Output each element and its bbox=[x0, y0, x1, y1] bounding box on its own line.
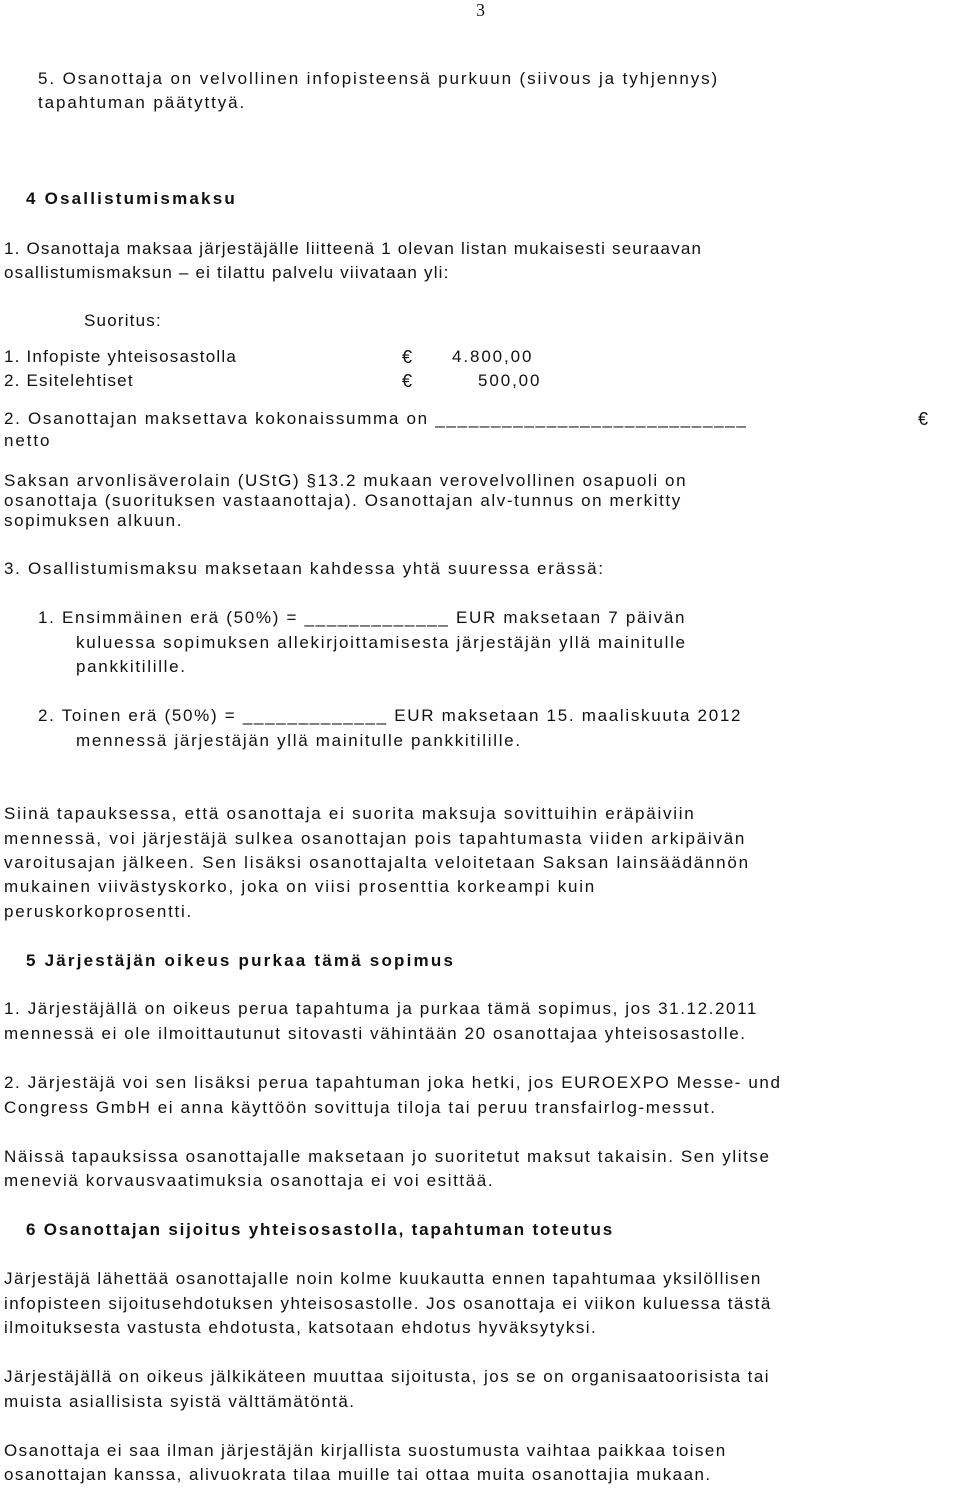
item5-line1: 5. Osanottaja on velvollinen infopisteensä purkuun (siivous ja tyhjennys) bbox=[38, 69, 720, 88]
sec6-p1-line1: Järjestäjä lähettää osanottajalle noin kolme kuukautta ennen tapahtumaa yksilöllisen bbox=[4, 1269, 762, 1288]
installment1-line2: kuluessa sopimuksen allekirjoittamisesta järjestäjän yllä mainitulle bbox=[76, 633, 687, 652]
vat-line3: sopimuksen alkuun. bbox=[4, 511, 184, 530]
late-payment-line2: mennessä, voi järjestäjä sulkea osanottajan pois tapahtumasta viiden arkipäivän bbox=[4, 829, 747, 848]
vat-line2: osanottaja (suorituksen vastaanottaja). Osanottajan alv-tunnus on merkitty bbox=[4, 491, 682, 510]
sec4-item1-line1: 1. Osanottaja maksaa järjestäjälle liitteenä 1 olevan listan mukaisesti seuraavan bbox=[4, 239, 703, 258]
sec5-p1-line2: mennessä ei ole ilmoittautunut sitovasti vähintään 20 osanottajaa yhteisosastolle. bbox=[4, 1024, 747, 1043]
total-netto: netto bbox=[4, 431, 52, 450]
sec6-p1-line3: ilmoituksesta vastusta ehdotusta, katsotaan ehdotus hyväksytyksi. bbox=[4, 1318, 598, 1337]
total-sum-line: 2. Osanottajan maksettava kokonaissumma on ____________________________ bbox=[4, 409, 748, 428]
vat-line1: Saksan arvonlisäverolain (UStG) §13.2 mukaan verovelvollinen osapuoli on bbox=[4, 471, 688, 490]
sec6-p2-line2: muista asiallisista syistä välttämätöntä. bbox=[4, 1392, 356, 1411]
fee-row-2-currency: € bbox=[402, 371, 413, 391]
sec4-item1-line2: osallistumismaksun – ei tilattu palvelu viivataan yli: bbox=[4, 263, 450, 282]
page-number: 3 bbox=[476, 0, 485, 20]
late-payment-line5: peruskorkoprosentti. bbox=[4, 902, 194, 921]
installment2-line2: mennessä järjestäjän yllä mainitulle pankkitilille. bbox=[76, 731, 522, 750]
fee-row-2-amount: 500,00 bbox=[478, 371, 542, 390]
sec5-p3-line1: Näissä tapauksissa osanottajalle maksetaan jo suoritetut maksut takaisin. Sen ylitse bbox=[4, 1147, 771, 1166]
sec6-p2-line1: Järjestäjällä on oikeus jälkikäteen muuttaa sijoitusta, jos se on organisaatoorisista tai bbox=[4, 1367, 770, 1386]
section6-heading: 6 Osanottajan sijoitus yhteisosastolla, tapahtuman toteutus bbox=[26, 1220, 614, 1239]
late-payment-line4: mukainen viivästyskorko, joka on viisi prosenttia korkeampi kuin bbox=[4, 877, 596, 896]
fee-row-1-currency: € bbox=[402, 347, 413, 367]
total-currency: € bbox=[918, 409, 929, 429]
section5-heading: 5 Järjestäjän oikeus purkaa tämä sopimus bbox=[26, 951, 456, 970]
section4-heading: 4 Osallistumismaksu bbox=[26, 189, 237, 208]
fee-row-2-label: 2. Esitelehtiset bbox=[4, 371, 134, 390]
installment1-line1: 1. Ensimmäinen erä (50%) = _____________ EUR maksetaan 7 päivän bbox=[38, 608, 687, 627]
sec5-p2-line1: 2. Järjestäjä voi sen lisäksi perua tapahtuman joka hetki, jos EUROEXPO Messe- und bbox=[4, 1073, 782, 1092]
sec4-item3: 3. Osallistumismaksu maksetaan kahdessa yhtä suuressa erässä: bbox=[4, 559, 605, 578]
sec5-p1-line1: 1. Järjestäjällä on oikeus perua tapahtuma ja purkaa tämä sopimus, jos 31.12.2011 bbox=[4, 999, 758, 1018]
installment2-line1: 2. Toinen erä (50%) = _____________ EUR maksetaan 15. maaliskuuta 2012 bbox=[38, 706, 743, 725]
fee-row-1-label: 1. Infopiste yhteisosastolla bbox=[4, 347, 237, 366]
late-payment-line3: varoitusajan jälkeen. Sen lisäksi osanottajalta veloitetaan Saksan lainsäädännön bbox=[4, 853, 750, 872]
late-payment-line1: Siinä tapauksessa, että osanottaja ei suorita maksuja sovittuihin eräpäiviin bbox=[4, 804, 696, 823]
installment1-line3: pankkitilille. bbox=[76, 657, 187, 676]
sec5-p2-line2: Congress GmbH ei anna käyttöön sovittuja tiloja tai peruu transfairlog-messut. bbox=[4, 1098, 717, 1117]
fee-row-1-amount: 4.800,00 bbox=[452, 347, 534, 366]
item5-line2: tapahtuman päätyttyä. bbox=[38, 93, 247, 112]
sec5-p3-line2: meneviä korvausvaatimuksia osanottaja ei voi esittää. bbox=[4, 1171, 495, 1190]
suoritus-label: Suoritus: bbox=[84, 311, 162, 330]
sec6-p3-line1: Osanottaja ei saa ilman järjestäjän kirjallista suostumusta vaihtaa paikkaa toisen bbox=[4, 1441, 727, 1460]
sec6-p3-line2: osanottajan kanssa, alivuokrata tilaa muille tai ottaa muita osanottajia mukaan. bbox=[4, 1465, 712, 1484]
sec6-p1-line2: infopisteen sijoitusehdotuksen yhteisosastolle. Jos osanottaja ei viikon kuluessa tästä bbox=[4, 1294, 772, 1313]
